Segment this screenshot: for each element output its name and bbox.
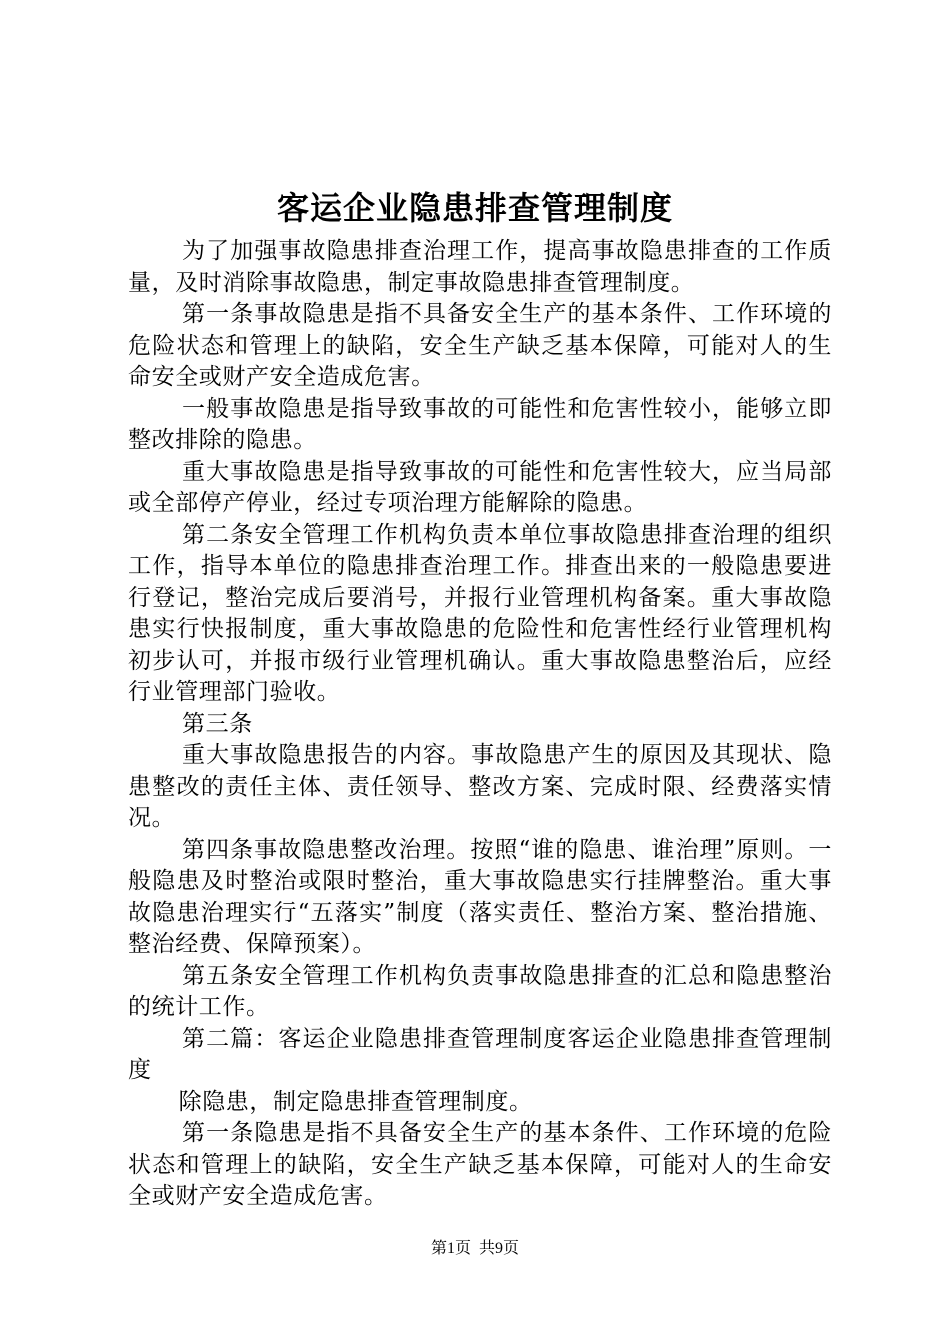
page-footer: [0, 1238, 950, 1260]
paragraph-report-content: 重大事故隐患报告的内容。事故隐患产生的原因及其现状、隐患整改的责任主体、责任领导、整改方案、完成时限、经费落实情况。: [128, 742, 832, 831]
paragraph-intro: 为了加强事故隐患排查治理工作，提高事故隐患排查的工作质量，及时消除事故隐患，制定事故隐患排查管理制度。: [128, 238, 832, 296]
paragraph-article-2: 第二条安全管理工作机构负责本单位事故隐患排查治理的组织工作，指导本单位的隐患排查治理工作。排查出来的一般隐患要进行登记，整治完成后要消号，并报行业管理机构备案。重大事故隐患实行快报制度，重大事故隐患的危险性和危害性经行业管理机构初步认可，并报市级行业管理机确认。重大事故隐患整治后，应经行业管理部门验收。: [128, 521, 832, 705]
paragraph-part-2-intro: 除隐患，制定隐患排查管理制度。: [178, 1088, 533, 1115]
document-body: [128, 236, 832, 1213]
paragraph-major-hazard: 重大事故隐患是指导致事故的可能性和危害性较大，应当局部或全部停产停业，经过专项治理方能解除的隐患。: [128, 458, 832, 516]
paragraph-general-hazard: 一般事故隐患是指导致事故的可能性和危害性较小，能够立即整改排除的隐患。: [128, 395, 832, 453]
paragraph-part-2-article-1: 第一条隐患是指不具备安全生产的基本条件、工作环境的危险状态和管理上的缺陷，安全生产缺乏基本保障，可能对人的生命安全或财产安全造成危害。: [128, 1120, 832, 1209]
paragraph-article-4: 第四条事故隐患整改治理。按照“谁的隐患、谁治理”原则。一般隐患及时整治或限时整治，重大事故隐患实行挂牌整治。重大事故隐患治理实行“五落实”制度（落实责任、整治方案、整治措施、整治经费、保障预案）。: [128, 836, 832, 957]
document-title: 客运企业隐患排查管理制度: [276, 189, 673, 227]
paragraph-article-1: 第一条事故隐患是指不具备安全生产的基本条件、工作环境的危险状态和管理上的缺陷，安全生产缺乏基本保障，可能对人的生命安全或财产安全造成危害。: [128, 301, 832, 390]
page-number: 第1页 共9页: [430, 1240, 519, 1257]
paragraph-article-5: 第五条安全管理工作机构负责事故隐患排查的汇总和隐患整治的统计工作。: [128, 962, 832, 1020]
paragraph-part-2-heading: 第二篇：客运企业隐患排查管理制度客运企业隐患排查管理制度: [128, 1025, 832, 1083]
paragraph-article-3-heading: 第三条: [182, 710, 253, 737]
